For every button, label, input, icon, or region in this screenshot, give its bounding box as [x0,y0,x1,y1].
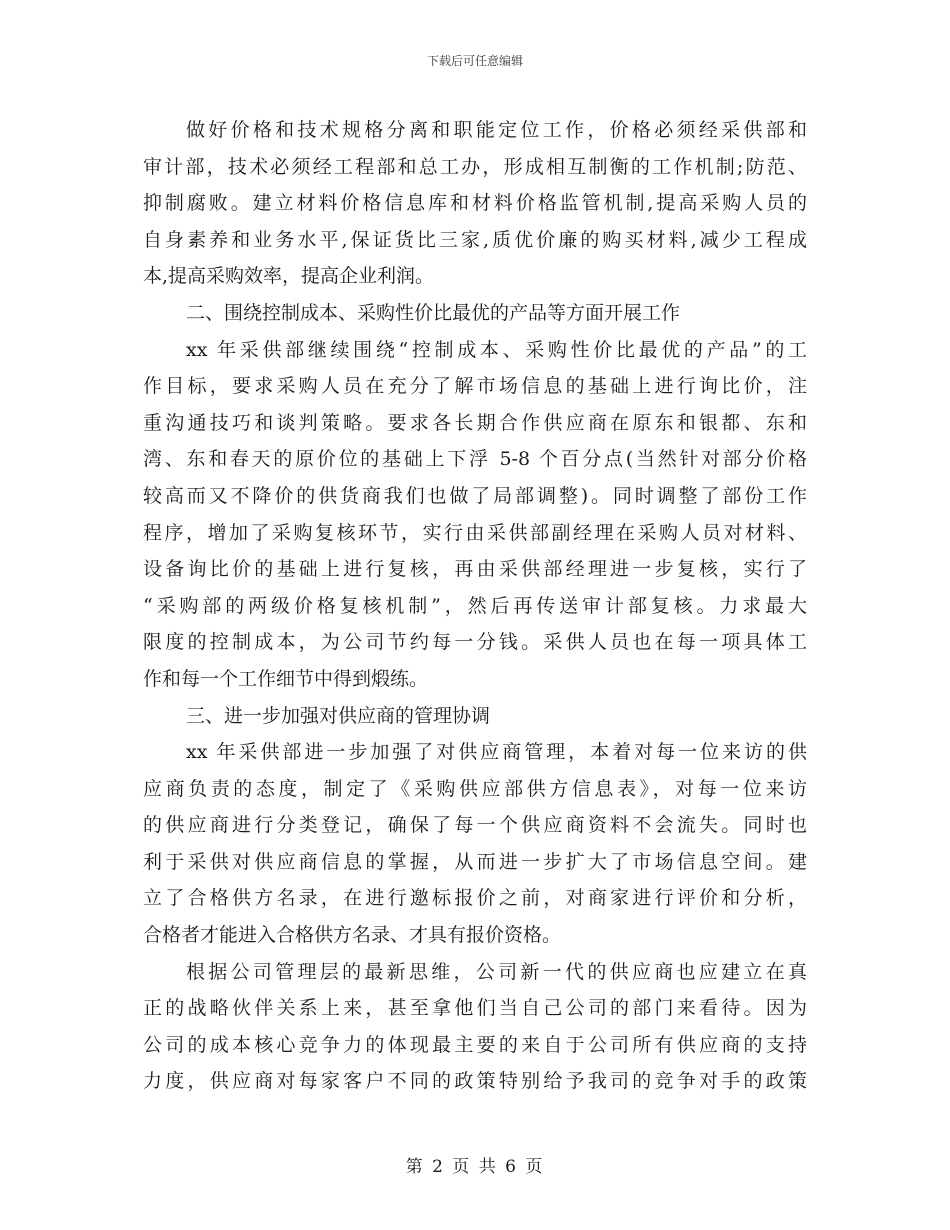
text-line: “采购部的两级价格复核机制”，然后再传送审计部复核。力求最大 [143,594,807,617]
text-line: xx 年采供部继续围绕“控制成本、采购性价比最优的产品”的工 [186,338,807,361]
text-line: 利于采供对供应商信息的掌握，从而进一步扩大了市场信息空间。建 [143,850,807,873]
text-line: 较高而又不降价的供货商我们也做了局部调整)。同时调整了部份工作 [143,484,807,507]
text-line: 的供应商进行分类登记，确保了每一个供应商资料不会流失。同时也 [143,814,807,837]
text-line: 二、围绕控制成本、采购性价比最优的产品等方面开展工作 [186,301,681,324]
text-line: 力度，供应商对每家客户不同的政策特别给予我司的竞争对手的政策 [143,1070,807,1093]
text-line: 设备询比价的基础上进行复核，再由采供部经理进一步复核，实行了 [143,558,807,581]
text-line: 做好价格和技术规格分离和职能定位工作，价格必须经采供部和 [186,119,807,141]
page-header: 下载后可任意编辑 [426,54,523,68]
page-footer: 第 2 页 共 6 页 [405,1157,545,1177]
text-line: 限度的控制成本，为公司节约每一分钱。采供人员也在每一项具体工 [143,631,807,654]
text-line: 作目标，要求采购人员在充分了解市场信息的基础上进行询比价，注 [143,375,807,398]
text-line: 抑制腐败。建立材料价格信息库和材料价格监管机制,提高采购人员的 [143,192,807,215]
text-line: 公司的成本核心竞争力的体现最主要的来自于公司所有供应商的支持 [143,1033,807,1056]
text-line: 自身素养和业务水平,保证货比三家,质优价廉的购买材料,减少工程成 [143,228,807,251]
text-line: 程序，增加了采购复核环节，实行由采供部副经理在采购人员对材料、 [143,521,807,544]
text-line: 应商负责的态度，制定了《采购供应部供方信息表》，对每一位来访 [143,777,807,800]
text-line: 作和每一个工作细节中得到煅练。 [143,667,429,690]
text-line: 湾、东和春天的原价位的基础上下浮 5-8 个百分点(当然针对部分价格 [143,448,807,471]
text-line: 正的战略伙伴关系上来，甚至拿他们当自己公司的部门来看待。因为 [143,997,807,1020]
text-line: xx 年采供部进一步加强了对供应商管理，本着对每一位来访的供 [186,741,807,764]
text-line: 根据公司管理层的最新思维，公司新一代的供应商也应建立在真 [186,960,807,983]
text-line: 审计部，技术必须经工程部和总工办，形成相互制衡的工作机制;防范、 [143,155,807,178]
document-body [143,112,807,1100]
text-line: 立了合格供方名录，在进行邀标报价之前，对商家进行评价和分析， [143,887,807,910]
text-line: 本,提高采购效率，提高企业利润。 [143,265,435,288]
text-line: 合格者才能进入合格供方名录、才具有报价资格。 [143,924,562,947]
text-line: 重沟通技巧和谈判策略。要求各长期合作供应商在原东和银都、东和 [143,411,807,434]
text-line: 三、进一步加强对供应商的管理协调 [186,704,491,727]
